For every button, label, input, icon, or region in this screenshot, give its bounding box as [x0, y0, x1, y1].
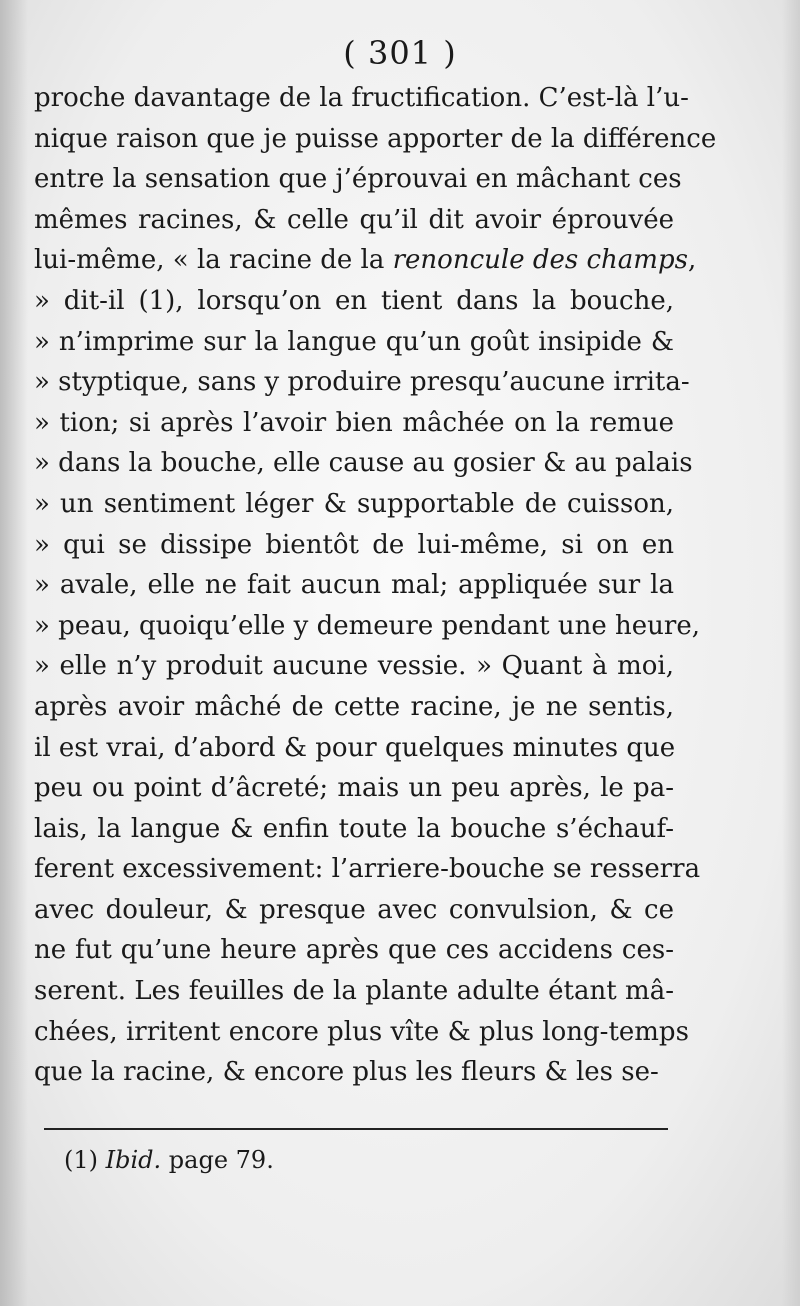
body-text: [34, 78, 717, 1093]
text-line: » qui se dissipe bientôt de lui-même, si on en: [34, 529, 674, 560]
text-line: lais, la langue & enfin toute la bouche s’échauf-: [34, 813, 674, 844]
text-line: » tion; si après l’avoir bien mâchée on la remue: [34, 407, 674, 438]
page-edge-shadow: [782, 0, 800, 1306]
text-line: il est vrai, d’abord & pour quelques minutes que: [34, 732, 676, 763]
text-line: » n’imprime sur la langue qu’un goût insipide &: [34, 326, 674, 357]
text-line: proche davantage de la fructification. C’est-là l’u-: [34, 83, 689, 113]
page-number: ( 301 ): [343, 34, 457, 72]
text-line: » elle n’y produit aucune vessie. » Quant à moi,: [34, 651, 674, 682]
page-gutter-shadow: [0, 0, 28, 1306]
text-line: » un sentiment léger & supportable de cuisson,: [34, 488, 674, 519]
text-line: lui-même, « la racine de la renoncule des champs,: [34, 245, 697, 276]
text-line: serent. Les feuilles de la plante adulte étant mâ-: [34, 976, 674, 1007]
italic-phrase: renoncule des champs: [392, 245, 688, 276]
text-line: avec douleur, & presque avec convulsion, & ce: [34, 894, 674, 925]
text-line: » dans la bouche, elle cause au gosier & au palais: [34, 448, 693, 479]
footnote-divider: [44, 1128, 668, 1130]
text-line: ferent excessivement: l’arriere-bouche se resserra: [34, 854, 701, 885]
text-line: nique raison que je puisse apporter de la différence: [34, 123, 717, 154]
text-line: que la racine, & encore plus les fleurs & les se-: [34, 1057, 659, 1088]
text-line: après avoir mâché de cette racine, je ne sentis,: [34, 691, 674, 722]
text-line: » styptique, sans y produire presqu’aucune irrita-: [34, 367, 690, 398]
text-line: chées, irritent encore plus vîte & plus long-temps: [34, 1016, 689, 1047]
text-line: peu ou point d’âcreté; mais un peu après, le pa-: [34, 773, 674, 804]
footnote-text: page 79.: [168, 1146, 274, 1174]
footnote: [64, 1146, 274, 1174]
text-line: ne fut qu’une heure après que ces accidens ces-: [34, 935, 674, 966]
text-line: mêmes racines, & celle qu’il dit avoir éprouvée: [34, 204, 674, 235]
footnote-marker: (1): [64, 1146, 98, 1174]
text-line: entre la sensation que j’éprouvai en mâchant ces: [34, 164, 682, 195]
text-line: » dit-il (1), lorsqu’on en tient dans la bouche,: [34, 285, 674, 316]
text-line: » peau, quoiqu’elle y demeure pendant une heure,: [34, 610, 700, 641]
footnote-reference: Ibid.: [105, 1146, 162, 1174]
text-line: » avale, elle ne fait aucun mal; appliquée sur la: [34, 570, 674, 601]
